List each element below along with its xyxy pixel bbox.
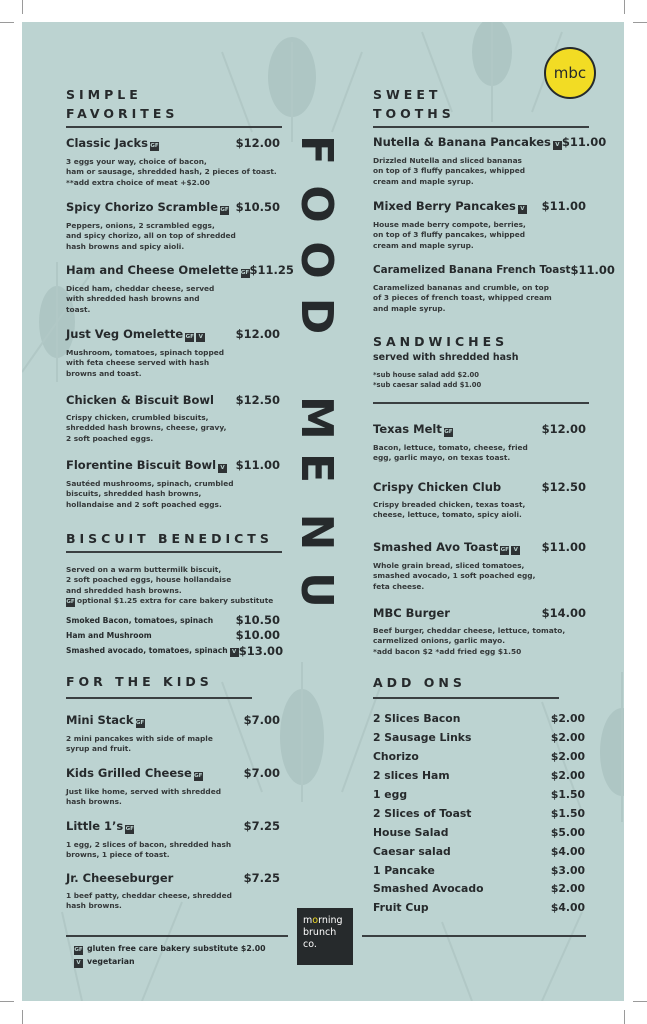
item-description: Served on a warm buttermilk biscuit, <box>66 565 222 574</box>
title-letter: D <box>291 297 342 335</box>
item-description: with shredded hash browns and <box>66 294 200 304</box>
item-description: with feta cheese served with hash <box>66 358 210 368</box>
add-on-name: 1 egg <box>373 788 408 801</box>
item-description: on top of 3 fluffy pancakes, whipped <box>373 166 526 176</box>
add-on-row <box>373 750 585 763</box>
add-on-price: $2.00 <box>550 731 585 744</box>
item-name: Kids Grilled Cheese <box>66 766 192 780</box>
logo-text: mbc <box>553 64 587 82</box>
sandwich-note: *sub house salad add $2.00 <box>373 371 480 379</box>
add-on-row <box>373 845 585 858</box>
item-price: $11.00 <box>235 458 280 472</box>
menu-item <box>66 136 280 188</box>
item-description: cream and maple syrup. <box>373 176 474 186</box>
item-description: feta cheese. <box>373 581 425 591</box>
add-on-name: Caesar salad <box>373 845 451 858</box>
add-on-price: $1.50 <box>550 807 585 820</box>
option-price: $10.50 <box>235 613 280 627</box>
benedict-option <box>66 628 280 642</box>
item-name: Little 1’s <box>66 819 124 833</box>
item-description: of 3 pieces of french toast, whipped cream <box>373 293 552 303</box>
item-description: hash browns. <box>66 901 122 911</box>
brand-text: co. <box>303 939 317 950</box>
benedict-option <box>66 613 280 627</box>
item-description: Crispy chicken, crumbled biscuits, <box>66 413 209 422</box>
item-description: Diced ham, cheddar cheese, served <box>66 284 215 293</box>
gluten-free-badge: GF <box>240 270 250 276</box>
add-on-price: $5.00 <box>550 826 585 839</box>
section-divider <box>66 126 282 128</box>
menu-item <box>373 480 586 521</box>
sandwiches-title: SANDWICHES <box>373 334 509 349</box>
item-name: Ham and Cheese Omelette <box>66 263 239 277</box>
item-description: 1 egg, 2 slices of bacon, shredded hash <box>66 840 232 849</box>
add-on-row <box>373 864 585 877</box>
brand-text: o <box>312 915 319 926</box>
item-description: browns and toast. <box>66 368 142 378</box>
item-name: MBC Burger <box>373 606 450 620</box>
add-on-price: $2.00 <box>550 882 585 895</box>
item-description: ham or sausage, shredded hash, 2 pieces of toast. <box>66 167 277 177</box>
menu-item <box>66 766 280 808</box>
item-description: 1 beef patty, cheddar cheese, shredded <box>66 891 232 900</box>
menu-item <box>66 263 294 315</box>
sandwich-note: *sub caesar salad add $1.00 <box>373 381 482 390</box>
add-on-price: $2.00 <box>550 750 585 763</box>
item-description: egg, garlic mayo, on texas toast. <box>373 453 511 463</box>
item-name: Jr. Cheeseburger <box>66 871 174 885</box>
option-name: Smoked Bacon, tomatoes, spinach <box>66 615 214 625</box>
gluten-free-badge: GF <box>66 599 75 606</box>
add-on-row <box>373 826 585 839</box>
item-price: $7.00 <box>243 766 280 780</box>
item-description: and shredded hash browns. <box>66 585 182 595</box>
item-name: Chicken & Biscuit Bowl <box>66 393 214 407</box>
item-description: hash browns. <box>66 797 122 807</box>
simple-favorites-title <box>66 85 178 123</box>
menu-item <box>373 263 615 314</box>
option-price: $10.00 <box>235 628 280 642</box>
item-description: cream and maple syrup. <box>373 240 474 250</box>
benedicts-description <box>66 565 273 607</box>
brand-text: brunch <box>303 927 337 938</box>
item-name: Just Veg Omelette <box>66 327 184 341</box>
section-title-line: SIMPLE <box>66 87 142 102</box>
item-description: smashed avocado, 1 soft poached egg, <box>373 571 536 581</box>
item-description: biscuits, shredded hash browns, <box>66 489 202 499</box>
section-divider <box>373 402 589 404</box>
section-title-line: TOOTHS <box>373 106 455 121</box>
item-description: and spicy chorizo, all on top of shredded <box>66 231 236 241</box>
item-description: 3 eggs your way, choice of bacon, <box>66 157 207 166</box>
add-on-row <box>373 712 585 725</box>
brand-text: m <box>303 915 313 926</box>
menu-item <box>66 819 280 861</box>
item-description: carmelized onions, garlic mayo. <box>373 636 506 646</box>
item-price: $7.25 <box>243 871 280 885</box>
sweet-tooths-title <box>373 85 455 123</box>
item-price: $11.00 <box>561 135 607 149</box>
add-on-price: $2.00 <box>550 712 585 725</box>
biscuit-benedicts-title: BISCUIT BENEDICTS <box>66 531 273 546</box>
title-letter: O <box>291 185 342 223</box>
add-on-row <box>373 788 585 801</box>
title-letter: N <box>291 513 342 551</box>
add-on-price: $4.00 <box>550 845 585 858</box>
item-price: $10.50 <box>235 200 280 214</box>
legend-text: vegetarian <box>87 957 135 966</box>
add-on-name: Smashed Avocado <box>373 882 484 895</box>
crop-mark <box>633 22 647 23</box>
gluten-free-badge: GF <box>500 547 509 553</box>
option-price: $13.00 <box>238 644 284 658</box>
item-price: $11.00 <box>541 540 586 554</box>
item-description: Caramelized bananas and crumble, on top <box>373 283 549 292</box>
add-on-price: $1.50 <box>550 788 585 801</box>
vegetarian-badge: V <box>218 464 227 473</box>
item-description: Bacon, lettuce, tomato, cheese, fried <box>373 443 528 452</box>
gluten-free-badge: GF <box>150 143 159 149</box>
add-on-name: 1 Pancake <box>373 864 435 877</box>
item-price: $7.25 <box>243 819 280 833</box>
gluten-free-badge: GF <box>125 826 134 832</box>
add-on-row <box>373 807 585 820</box>
legend-vegetarian <box>74 957 135 968</box>
menu-item <box>373 540 586 592</box>
menu-item <box>66 327 280 379</box>
item-description: 2 mini pancakes with side of maple <box>66 734 213 743</box>
crop-mark <box>22 1010 23 1024</box>
item-description: browns, 1 piece of toast. <box>66 850 170 860</box>
item-name: Mixed Berry Pancakes <box>373 199 516 213</box>
item-description: House made berry compote, berries, <box>373 220 526 229</box>
vegetarian-badge: V <box>230 648 239 657</box>
section-divider <box>373 697 559 699</box>
menu-item <box>66 871 280 912</box>
section-divider <box>66 935 288 937</box>
add-on-price: $2.00 <box>550 769 585 782</box>
section-divider <box>362 935 586 937</box>
add-on-row <box>373 769 585 782</box>
menu-item <box>373 606 586 657</box>
item-description: Crispy breaded chicken, texas toast, <box>373 500 526 509</box>
section-divider <box>66 551 282 553</box>
brand-text: rning <box>318 915 343 926</box>
menu-item <box>66 458 280 510</box>
item-description: hollandaise and 2 soft poached eggs. <box>66 499 222 509</box>
menu-item <box>373 422 586 464</box>
item-description: 2 soft poached eggs, house hollandaise <box>66 575 232 585</box>
mbc-logo <box>544 47 596 99</box>
benedicts-note: optional $1.25 extra for care bakery substitute <box>77 596 274 606</box>
section-title-line: FAVORITES <box>66 106 179 121</box>
add-on-row <box>373 731 585 744</box>
title-letter: F <box>291 134 342 166</box>
item-description: Just like home, served with shredded <box>66 787 221 796</box>
gluten-free-badge: GF <box>444 429 453 435</box>
benedict-option <box>66 644 284 658</box>
add-on-name: 2 Sausage Links <box>373 731 472 744</box>
option-name: Ham and Mushroom <box>66 630 152 640</box>
item-description: syrup and fruit. <box>66 744 132 754</box>
item-price: $14.00 <box>541 606 586 620</box>
add-on-name: 2 slices Ham <box>373 769 450 782</box>
vegetarian-badge: V <box>553 141 562 150</box>
gluten-free-badge: GF <box>220 207 229 213</box>
section-divider <box>66 697 252 699</box>
menu-item <box>373 199 586 251</box>
add-on-price: $4.00 <box>550 901 585 914</box>
gluten-free-badge: GF <box>135 720 145 726</box>
section-title-line: SWEET <box>373 87 442 102</box>
title-letter: O <box>291 241 342 279</box>
item-description: Whole grain bread, sliced tomatoes, <box>373 561 525 570</box>
add-on-row <box>373 901 585 914</box>
add-on-price: $3.00 <box>550 864 585 877</box>
item-description: toast. <box>66 304 91 314</box>
crop-mark <box>624 1010 625 1024</box>
gluten-free-badge: GF <box>74 947 83 953</box>
item-price: $11.25 <box>249 263 294 277</box>
item-price: $11.00 <box>541 199 586 213</box>
item-description: hash browns and spicy aioli. <box>66 241 185 251</box>
option-name: Smashed avocado, tomatoes, spinach <box>66 645 228 655</box>
item-description: Peppers, onions, 2 scrambled eggs, <box>66 221 215 230</box>
add-on-name: Chorizo <box>373 750 419 763</box>
crop-mark <box>624 0 625 14</box>
item-price: $12.00 <box>541 422 586 436</box>
menu-item <box>66 393 280 444</box>
item-description: 2 soft poached eggs. <box>66 433 154 443</box>
vegetarian-badge: V <box>196 333 205 342</box>
gluten-free-badge: GF <box>185 334 194 340</box>
item-description: cheese, lettuce, tomato, spicy aioli. <box>373 510 522 520</box>
item-name: Nutella & Banana Pancakes <box>373 135 551 149</box>
add-ons-title: ADD ONS <box>373 675 466 690</box>
title-letter: E <box>291 452 342 484</box>
item-price: $12.00 <box>235 327 280 341</box>
item-name: Spicy Chorizo Scramble <box>66 200 218 214</box>
menu-item <box>373 135 607 187</box>
add-on-name: 2 Slices of Toast <box>373 807 472 820</box>
crop-mark <box>0 1001 14 1002</box>
item-price: $12.50 <box>541 480 586 494</box>
legend-gluten-free <box>74 944 266 955</box>
sandwiches-subtitle: served with shredded hash <box>373 352 519 363</box>
item-price: $11.00 <box>570 263 615 277</box>
item-price: $12.50 <box>235 393 280 407</box>
add-on-name: Fruit Cup <box>373 901 429 914</box>
gluten-free-badge: GF <box>194 773 203 779</box>
item-price: $12.00 <box>235 136 280 150</box>
item-description: Drizzled Nutella and sliced bananas <box>373 156 522 165</box>
title-letter: U <box>291 572 342 608</box>
vegetarian-badge: V <box>511 546 520 555</box>
vegetarian-badge: V <box>74 959 83 968</box>
crop-mark <box>22 0 23 14</box>
item-description: *add bacon $2 *add fried egg $1.50 <box>373 646 522 656</box>
add-on-row <box>373 882 585 895</box>
item-description: Beef burger, cheddar cheese, lettuce, tomato, <box>373 626 566 635</box>
item-description: and maple syrup. <box>373 303 446 313</box>
item-description: **add extra choice of meat +$2.00 <box>66 177 210 187</box>
item-name: Caramelized Banana French Toast <box>373 264 571 276</box>
kids-title: FOR THE KIDS <box>66 674 213 689</box>
menu-item <box>66 200 280 252</box>
title-letter: M <box>291 396 342 440</box>
crop-mark <box>633 1001 647 1002</box>
sandwiches-notes <box>373 370 481 391</box>
item-description: Sautéed mushrooms, spinach, crumbled <box>66 479 234 488</box>
crop-mark <box>0 22 14 23</box>
add-on-name: 2 Slices Bacon <box>373 712 461 725</box>
legend-text: gluten free care bakery substitute $2.00 <box>87 944 266 953</box>
item-description: shredded hash browns, cheese, gravy, <box>66 423 227 433</box>
item-name: Classic Jacks <box>66 136 148 150</box>
item-name: Crispy Chicken Club <box>373 480 502 494</box>
section-divider <box>373 126 589 128</box>
vegetarian-badge: V <box>518 205 527 214</box>
item-name: Mini Stack <box>66 713 134 727</box>
item-name: Texas Melt <box>373 422 442 436</box>
menu-item <box>66 713 280 755</box>
item-description: Mushroom, tomatoes, spinach topped <box>66 348 225 357</box>
item-name: Florentine Biscuit Bowl <box>66 458 217 472</box>
item-description: on top of 3 fluffy pancakes, whipped <box>373 230 526 240</box>
morning-brunch-co-logo <box>297 908 353 965</box>
item-name: Smashed Avo Toast <box>373 540 499 554</box>
item-price: $7.00 <box>243 713 280 727</box>
add-on-name: House Salad <box>373 826 449 839</box>
